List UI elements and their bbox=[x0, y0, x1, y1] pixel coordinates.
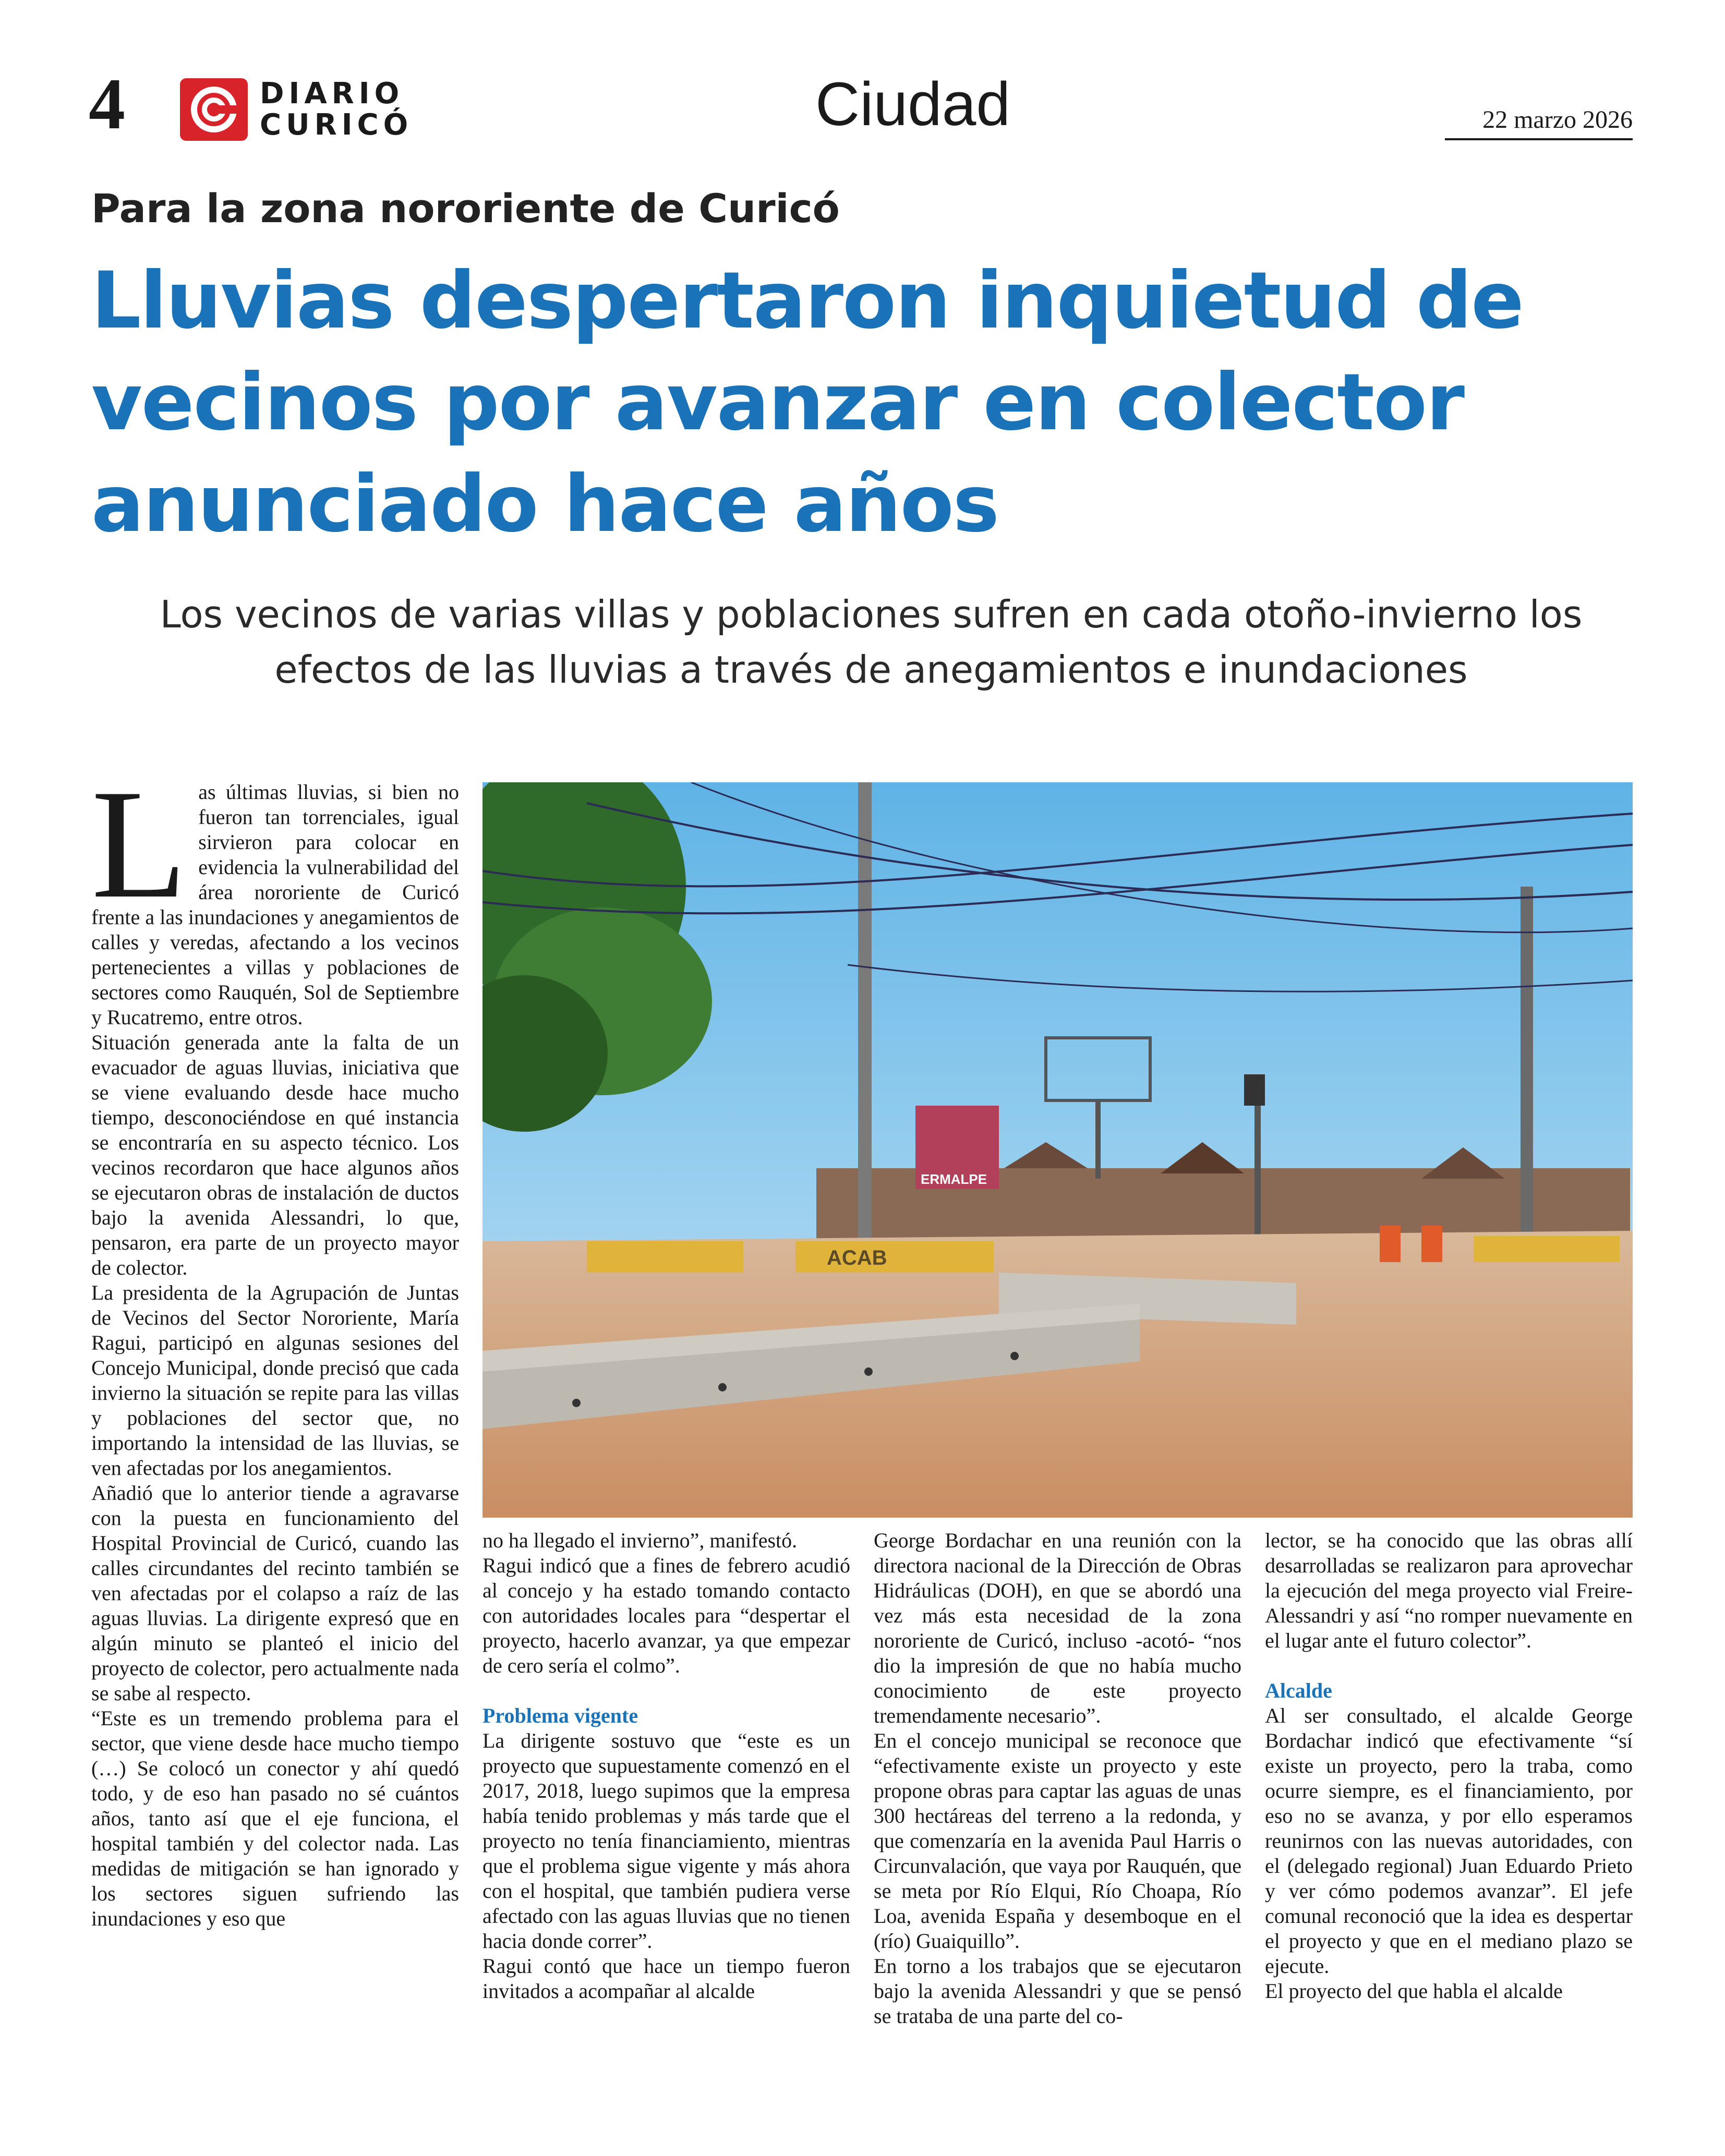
logo-wordmark bbox=[260, 78, 413, 141]
issue-date: 22 marzo 2026 bbox=[1482, 106, 1633, 134]
billboard-text: ERMALPE bbox=[921, 1171, 987, 1187]
paragraph: La dirigente sostuvo que “este es un proyecto que supuestamente comenzó en el 2017, 2018, luego supimos que la empresa había tenido problemas y más tarde que el proyecto no tenía financiamiento, mientras que el problema sigue vigente y más ahora con el hospital, que también pudiera verse afectado con las aguas lluvias que no tienen hacia donde correr”. bbox=[482, 1729, 850, 1953]
paragraph: Situación generada ante la falta de un evacuador de aguas lluvias, iniciativa que se viene evaluando desde hace mucho tiempo, desconociéndose en qué instancia se encontraría en su aspecto técnico. Los vecinos recordaron que hace algunos años se ejecutaron obras de instalación de ductos bajo la avenida Alessandri, lo que, pensaron, era parte de un proyecto mayor de colector. bbox=[91, 1031, 459, 1279]
column-1 bbox=[91, 757, 459, 1931]
paragraph: La presidenta de la Agrupación de Juntas de Vecinos del Sector Nororiente, María Ragui, participó en algunas sesiones del Concejo Municipal, donde precisó que cada invierno la situación se repite para las villas y poblaciones del sector que, no importando la intensidad de las lluvias, se ven afectadas por los anegamientos. bbox=[91, 1281, 459, 1480]
subheading-problema-vigente: Problema vigente bbox=[482, 1704, 638, 1727]
column-3 bbox=[874, 1528, 1241, 2029]
paragraph: El proyecto del que habla el alcalde bbox=[1265, 1979, 1563, 2003]
paragraph: “Este es un tremendo problema para el sector, que viene desde hace mucho tiempo (…) Se colocó un conector y ahí quedó todo, y de eso han pasado no sé cuántos años, tanto así que el eje funciona, el hospital también y del colector nada. Las medidas de mitigación se han ignorado y los sectores siguen sufriendo las inundaciones y eso que bbox=[91, 1706, 459, 1930]
paragraph: Añadió que lo anterior tiende a agravarse con la puesta en funcionamiento del Hospital Provincial de Curicó, cuando las calles circundantes del recinto también se ven afectadas por el colapso a raíz de las aguas lluvias. La dirigente expresó que en algún minuto se planteó el inicio del proyecto de colector, pero actualmente nada se sabe al respecto. bbox=[91, 1481, 459, 1705]
paragraph: George Bordachar en una reunión con la directora nacional de la Dirección de Obras Hidráulicas (DOH), en que se abordó una vez más esta necesidad de la zona nororiente de Curicó, incluso -acotó- “nos dio la impresión de que no había mucho conocimiento de este proyecto tremendamente necesario”. bbox=[874, 1529, 1241, 1727]
section-title: Ciudad bbox=[815, 70, 1010, 139]
paragraph: Al ser consultado, el alcalde George Bordachar indicó que efectivamente “sí existe un proyecto, pero la traba, como ocurre siempre, es el financiamiento, por eso no se avanza, y por ello esperamos reunirnos con las nuevas autoridades, con el (delegado regional) Juan Eduardo Prieto y ver cómo podemos avanzar”. El jefe comunal reconoció que la idea es despertar el proyecto y que en el mediano plazo se ejecute. bbox=[1265, 1704, 1633, 1978]
paragraph: no ha llegado el invierno”, manifestó. bbox=[482, 1529, 798, 1552]
logo-line-2: CURICÓ bbox=[260, 108, 413, 142]
deck: Los vecinos de varias villas y poblaciones sufren en cada otoño-invierno los efectos de las lluvias a través de anegamientos e inundaciones bbox=[160, 592, 1583, 692]
column-2 bbox=[482, 1528, 850, 2004]
date-divider bbox=[1445, 138, 1633, 140]
paragraph: Ragui indicó que a fines de febrero acudió al concejo y ha estado tomando contacto con autoridades locales para “despertar el proyecto, hacerlo avanzar, ya que empezar de cero sería el colmo”. bbox=[482, 1554, 850, 1677]
logo-icon bbox=[180, 78, 248, 141]
paragraph: En torno a los trabajos que se ejecutaron bajo la avenida Alessandri y que se pensó se trataba de una parte del co- bbox=[874, 1954, 1241, 2028]
logo-line-1: DIARIO bbox=[260, 77, 404, 111]
barrier-graffiti: ACAB bbox=[827, 1246, 887, 1269]
column-4 bbox=[1265, 1528, 1633, 2004]
logo-mark-icon bbox=[180, 78, 248, 141]
kicker: Para la zona nororiente de Curicó bbox=[91, 185, 840, 232]
headline: Lluvias despertaron inquietud de vecinos por avanzar en colector anunciado hace años bbox=[91, 256, 1523, 550]
drop-cap: L bbox=[91, 757, 187, 930]
page-number: 4 bbox=[89, 64, 125, 144]
article-photo bbox=[482, 782, 1633, 1518]
paragraph: En el concejo municipal se reconoce que “efectivamente existe un proyecto y este propone obras para captar las aguas de unas 300 hectáreas del terreno a la redonda, y que comenzaría en la avenida Paul Harris o Circunvalación, que vaya por Rauquén, que se meta por Río Elqui, Río Choapa, Río Loa, avenida España y desemboque en el (río) Guaiquillo”. bbox=[874, 1729, 1241, 1953]
subheading-alcalde: Alcalde bbox=[1265, 1679, 1332, 1702]
paragraph: lector, se ha conocido que las obras allí desarrolladas se realizaron para aprovechar la ejecución del mega proyecto vial Freire-Alessandri y así “no romper nuevamente en el lugar ante el futuro colector”. bbox=[1265, 1529, 1633, 1652]
paragraph: as últimas lluvias, si bien no fueron tan torrenciales, igual sirvieron para colocar en evidencia la vulnerabilidad del área nororiente de Curicó frente a las inundaciones y anegamientos de calles y veredas, afectando a los vecinos pertenecientes a villas y poblaciones de sectores como Rauquén, Sol de Septiembre y Rucatremo, entre otros. bbox=[91, 780, 459, 1029]
paragraph: Ragui contó que hace un tiempo fueron invitados a acompañar al alcalde bbox=[482, 1954, 850, 2003]
